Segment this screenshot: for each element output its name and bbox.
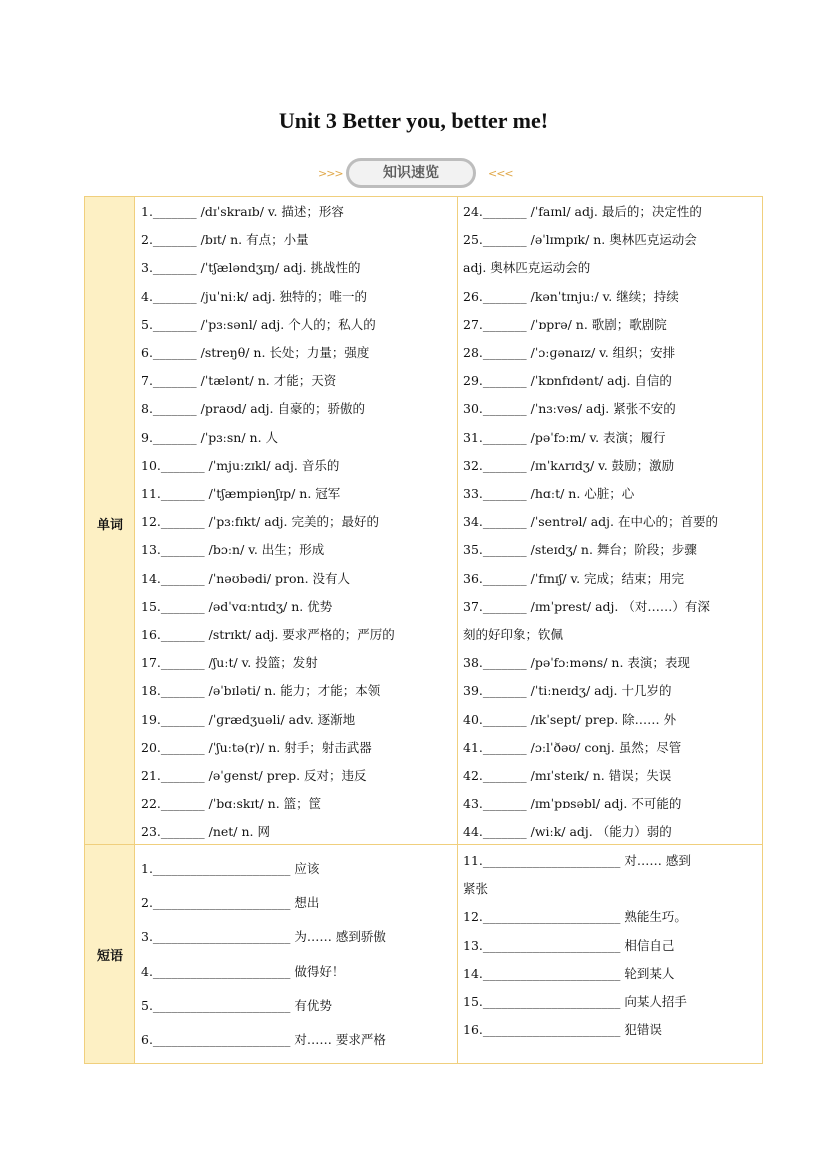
word-entry: 5._______ /ˈpɜːsənl/ adj. 个人的；私人的 <box>141 316 376 332</box>
word-entry: 40._______ /ɪkˈsept/ prep. 除…… 外 <box>463 711 677 727</box>
right-arrows-icon: <<< <box>488 167 513 180</box>
word-entry: 11._______ /ˈtʃæmpiənʃɪp/ n. 冠军 <box>141 486 341 501</box>
word-entry: 17._______ /ʃuːt/ v. 投篮；发射 <box>141 655 318 671</box>
word-entry: 42._______ /mɪˈsteɪk/ n. 错误；失误 <box>463 768 672 783</box>
word-entry: 38._______ /pəˈfɔːməns/ n. 表演；表现 <box>463 655 690 671</box>
word-entry: 12._______ /ˈpɜːfɪkt/ adj. 完美的；最好的 <box>141 514 380 530</box>
label-column <box>85 197 135 1063</box>
word-entry: 21._______ /əˈɡenst/ prep. 反对；违反 <box>141 768 367 783</box>
vocabulary-table <box>84 196 763 1064</box>
word-entry: 30._______ /ˈnɜːvəs/ adj. 紧张不安的 <box>463 401 676 417</box>
word-entry: 15._______ /ədˈvɑːntɪdʒ/ n. 优势 <box>141 598 333 614</box>
word-entry: 20._______ /ˈʃuːtə(r)/ n. 射手；射击武器 <box>141 739 372 755</box>
word-entry: adj. 奥林匹克运动会的 <box>463 260 591 276</box>
word-entry: 19._______ /ˈɡrædʒuəli/ adv. 逐渐地 <box>141 711 356 727</box>
word-entry: 39._______ /ˈtiːneɪdʒ/ adj. 十几岁的 <box>463 683 672 699</box>
word-entry: 29._______ /ˈkɒnfɪdənt/ adj. 自信的 <box>463 373 672 389</box>
word-entry: 34._______ /ˈsentrəl/ adj. 在中心的；首要的 <box>463 514 718 530</box>
phrase-entry: 5.______________________ 有优势 <box>141 997 332 1013</box>
word-entry: 1._______ /dɪˈskraɪb/ v. 描述；形容 <box>141 204 344 219</box>
word-entry: 10._______ /ˈmjuːzɪkl/ adj. 音乐的 <box>141 457 340 473</box>
word-entry: 刻的好印象；钦佩 <box>463 627 564 642</box>
phrase-entry: 紧张 <box>463 881 489 897</box>
section-divider <box>85 844 762 845</box>
phrase-entry: 1.______________________ 应该 <box>141 861 320 876</box>
phrase-entry: 11.______________________ 对…… 感到 <box>463 853 691 868</box>
word-entry: 37._______ /ɪmˈprest/ adj. （对……）有深 <box>463 598 710 614</box>
word-entry: 26._______ /kənˈtɪnjuː/ v. 继续；持续 <box>463 288 679 304</box>
word-entry: 9._______ /ˈpɜːsn/ n. 人 <box>141 429 279 445</box>
word-entry: 28._______ /ˈɔːɡənaɪz/ v. 组织；安排 <box>463 345 676 360</box>
words-label: 单词 <box>96 518 123 533</box>
phrase-entry: 16.______________________ 犯错误 <box>463 1022 662 1038</box>
word-entry: 41._______ /ɔːlˈðəʊ/ conj. 虽然；尽管 <box>463 739 682 755</box>
page-title: Unit 3 Better you, better me! <box>278 108 549 133</box>
word-entry: 6._______ /streŋθ/ n. 长处；力量；强度 <box>141 345 370 360</box>
word-entry: 16._______ /strɪkt/ adj. 要求严格的；严厉的 <box>141 627 395 642</box>
word-entry: 8._______ /praʊd/ adj. 自豪的；骄傲的 <box>141 401 366 417</box>
word-entry: 36._______ /ˈfɪnɪʃ/ v. 完成；结束；用完 <box>463 570 685 586</box>
word-entry: 35._______ /steɪdʒ/ n. 舞台；阶段；步骤 <box>463 542 697 558</box>
word-entry: 25._______ /əˈlɪmpɪk/ n. 奥林匹克运动会 <box>463 232 697 248</box>
phrase-entry: 2.______________________ 想出 <box>141 895 320 911</box>
word-entry: 22._______ /ˈbɑːskɪt/ n. 篮；筐 <box>141 796 322 812</box>
word-entry: 27._______ /ˈɒprə/ n. 歌剧；歌剧院 <box>463 316 667 332</box>
phrase-entry: 14.______________________ 轮到某人 <box>463 965 675 981</box>
word-entry: 7._______ /ˈtælənt/ n. 才能；天资 <box>141 373 337 389</box>
phrase-entry: 15.______________________ 向某人招手 <box>463 994 687 1009</box>
section-banner <box>0 158 827 192</box>
word-entry: 18._______ /əˈbɪləti/ n. 能力；才能；本领 <box>141 683 381 699</box>
word-entry: 2._______ /bɪt/ n. 有点；小量 <box>141 232 309 248</box>
word-entry: 13._______ /bɔːn/ v. 出生；形成 <box>141 542 325 558</box>
word-entry: 33._______ /hɑːt/ n. 心脏；心 <box>463 486 635 501</box>
left-arrows-icon: >>> <box>318 167 343 180</box>
word-entry: 44._______ /wiːk/ adj. （能力）弱的 <box>463 824 672 840</box>
phrase-entry: 13.______________________ 相信自己 <box>463 937 675 953</box>
phrase-entry: 6.______________________ 对…… 要求严格 <box>141 1032 386 1047</box>
word-entry: 24._______ /ˈfaɪnl/ adj. 最后的；决定性的 <box>463 204 702 219</box>
phrase-entry: 3.______________________ 为…… 感到骄傲 <box>141 929 386 945</box>
phrase-entry: 12.______________________ 熟能生巧。 <box>463 909 687 925</box>
word-entry: 3._______ /ˈtʃæləndʒɪŋ/ adj. 挑战性的 <box>141 260 361 276</box>
word-entry: 14._______ /ˈnəʊbədi/ pron. 没有人 <box>141 570 351 586</box>
word-entry: 43._______ /ɪmˈpɒsəbl/ adj. 不可能的 <box>463 796 682 812</box>
word-entry: 23._______ /net/ n. 网 <box>141 824 270 840</box>
banner-badge: 知识速览 <box>346 158 476 188</box>
word-entry: 31._______ /pəˈfɔːm/ v. 表演；履行 <box>463 429 666 445</box>
phrases-label: 短语 <box>96 949 123 964</box>
word-entry: 4._______ /juˈniːk/ adj. 独特的；唯一的 <box>141 288 368 304</box>
phrase-entry: 4.______________________ 做得好！ <box>141 963 345 979</box>
column-divider <box>457 197 458 1063</box>
word-entry: 32._______ /ɪnˈkʌrɪdʒ/ v. 鼓励；激励 <box>463 457 675 473</box>
